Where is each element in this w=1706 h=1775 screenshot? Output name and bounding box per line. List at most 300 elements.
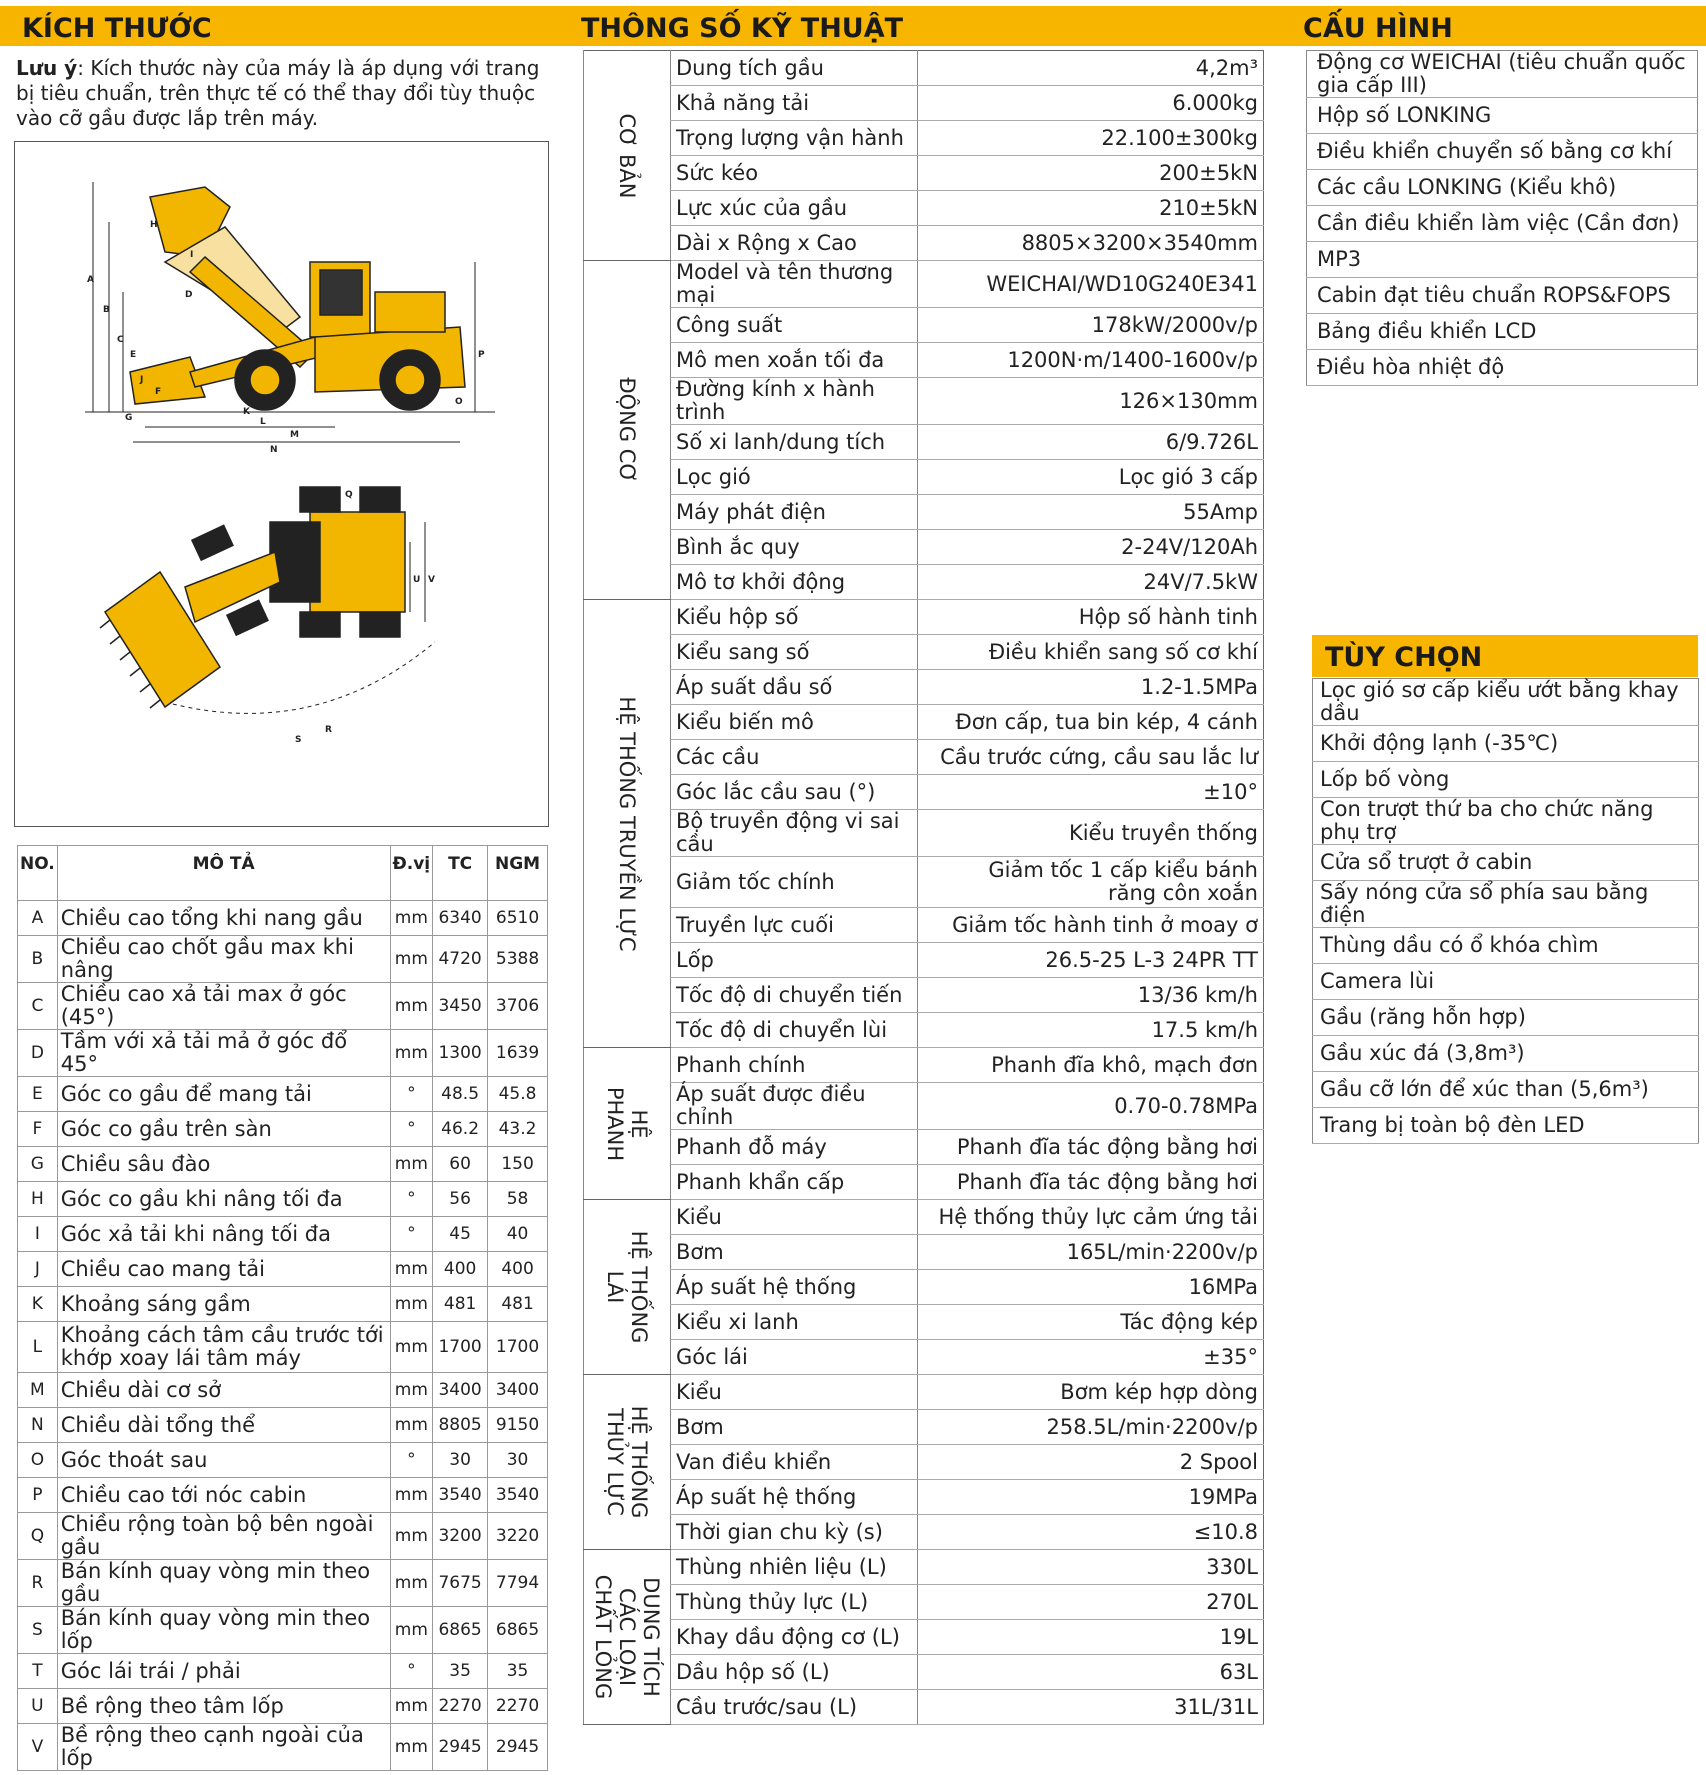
spec-value: Bơm kép hợp dòng bbox=[918, 1375, 1264, 1410]
spec-key: Phanh chính bbox=[671, 1048, 918, 1083]
spec-row bbox=[584, 530, 1264, 565]
option-item-row bbox=[1313, 726, 1699, 762]
drawing-label: L bbox=[260, 417, 266, 427]
spec-value: ±10° bbox=[918, 775, 1264, 810]
col-unit: Đ.vị bbox=[390, 846, 433, 901]
note-text: : Kích thước này của máy là áp dụng với trang bị tiêu chuẩn, trên thực tế có thể thay đổi tùy thuộc vào cỡ gầu được lắp trên máy. bbox=[16, 56, 540, 130]
spec-value: Điều khiển sang số cơ khí bbox=[918, 635, 1264, 670]
spec-key: Áp suất dầu số bbox=[671, 670, 918, 705]
spec-key: Kiểu sang số bbox=[671, 635, 918, 670]
dim-standard-value: 1700 bbox=[433, 1322, 488, 1373]
dim-code: N bbox=[18, 1408, 58, 1443]
spec-value: 210±5kN bbox=[918, 191, 1264, 226]
config-item-row bbox=[1307, 278, 1698, 314]
spec-row bbox=[584, 810, 1264, 857]
drawing-label: K bbox=[243, 407, 250, 417]
dim-unit: mm bbox=[390, 1147, 433, 1182]
spec-value: 8805×3200×3540mm bbox=[918, 226, 1264, 261]
drawing-label: V bbox=[428, 575, 435, 585]
spec-value: Phanh đĩa khô, mạch đơn bbox=[918, 1048, 1264, 1083]
spec-key: Áp suất hệ thống bbox=[671, 1480, 918, 1515]
spec-key: Tốc độ di chuyển tiến bbox=[671, 978, 918, 1013]
spec-value: 26.5-25 L-3 24PR TT bbox=[918, 943, 1264, 978]
dim-description: Chiều cao tới nóc cabin bbox=[57, 1478, 390, 1513]
option-item-row bbox=[1313, 1000, 1699, 1036]
drawing-label: P bbox=[478, 350, 485, 360]
spec-key: Công suất bbox=[671, 308, 918, 343]
dim-standard-value: 2270 bbox=[433, 1689, 488, 1724]
dim-description: Góc thoát sau bbox=[57, 1443, 390, 1478]
spec-row bbox=[584, 378, 1264, 425]
spec-body bbox=[584, 51, 1264, 1725]
dim-description: Góc lái trái / phải bbox=[57, 1654, 390, 1689]
spec-key: Bơm bbox=[671, 1235, 918, 1270]
dim-standard-value: 7675 bbox=[433, 1560, 488, 1607]
dim-code: F bbox=[18, 1112, 58, 1147]
spec-row bbox=[584, 51, 1264, 86]
dim-standard-value: 481 bbox=[433, 1287, 488, 1322]
spec-value: 165L/min·2200v/p bbox=[918, 1235, 1264, 1270]
config-item-row bbox=[1307, 242, 1698, 278]
dim-standard-value: 6340 bbox=[433, 901, 488, 936]
drawing-label: H bbox=[150, 220, 158, 230]
spec-group-label: HỆ PHANH bbox=[603, 1086, 651, 1161]
option-item-row bbox=[1313, 798, 1699, 845]
dim-description: Bán kính quay vòng min theo gầu bbox=[57, 1560, 390, 1607]
option-item: Thùng dầu có ổ khóa chìm bbox=[1313, 928, 1699, 964]
dim-code: I bbox=[18, 1217, 58, 1252]
spec-value: 17.5 km/h bbox=[918, 1013, 1264, 1048]
dim-row bbox=[18, 1607, 548, 1654]
spec-value: ≤10.8 bbox=[918, 1515, 1264, 1550]
spec-row bbox=[584, 261, 1264, 308]
option-item: Sấy nóng cửa sổ phía sau bằng điện bbox=[1313, 881, 1699, 928]
dim-row bbox=[18, 1560, 548, 1607]
spec-group-label: CƠ BẢN bbox=[615, 113, 639, 198]
dim-code: A bbox=[18, 901, 58, 936]
spec-value: 200±5kN bbox=[918, 156, 1264, 191]
dim-code: D bbox=[18, 1030, 58, 1077]
options-list bbox=[1312, 678, 1699, 1144]
option-item: Gầu xúc đá (3,8m³) bbox=[1313, 1036, 1699, 1072]
spec-row bbox=[584, 1340, 1264, 1375]
dim-code: R bbox=[18, 1560, 58, 1607]
dim-row bbox=[18, 1287, 548, 1322]
spec-row bbox=[584, 1410, 1264, 1445]
option-item: Lọc gió sơ cấp kiểu ướt bằng khay dầu bbox=[1313, 679, 1699, 726]
spec-row bbox=[584, 460, 1264, 495]
spec-row bbox=[584, 600, 1264, 635]
spec-value: 1200N·m/1400-1600v/p bbox=[918, 343, 1264, 378]
dim-row bbox=[18, 1373, 548, 1408]
dim-description: Góc co gầu khi nâng tối đa bbox=[57, 1182, 390, 1217]
dim-description: Khoảng sáng gầm bbox=[57, 1287, 390, 1322]
drawing-label: R bbox=[325, 725, 332, 735]
dim-unit: mm bbox=[390, 936, 433, 983]
spec-row bbox=[584, 1620, 1264, 1655]
dim-standard-value: 35 bbox=[433, 1654, 488, 1689]
dim-unit: ° bbox=[390, 1077, 433, 1112]
option-item: Con trượt thứ ba cho chức năng phụ trợ bbox=[1313, 798, 1699, 845]
spec-group-cell bbox=[584, 600, 671, 1048]
spec-row bbox=[584, 565, 1264, 600]
spec-row bbox=[584, 343, 1264, 378]
dim-row bbox=[18, 1478, 548, 1513]
dim-standard-value: 30 bbox=[433, 1443, 488, 1478]
spec-value: 16MPa bbox=[918, 1270, 1264, 1305]
spec-value: 2-24V/120Ah bbox=[918, 530, 1264, 565]
config-item: Điều khiển chuyển số bằng cơ khí bbox=[1307, 134, 1698, 170]
dim-ngm-value: 1700 bbox=[488, 1322, 548, 1373]
dim-row bbox=[18, 1252, 548, 1287]
dim-code: M bbox=[18, 1373, 58, 1408]
spec-key: Kiểu xi lanh bbox=[671, 1305, 918, 1340]
config-list bbox=[1306, 50, 1698, 386]
options-body bbox=[1313, 679, 1699, 1144]
spec-group-label: HỆ THỐNG TRUYỀN LỰC bbox=[615, 695, 639, 952]
spec-value: 126×130mm bbox=[918, 378, 1264, 425]
spec-row bbox=[584, 1235, 1264, 1270]
dim-description: Góc co gầu trên sàn bbox=[57, 1112, 390, 1147]
drawing-label: I bbox=[190, 250, 194, 260]
dim-unit: mm bbox=[390, 901, 433, 936]
spec-row bbox=[584, 1515, 1264, 1550]
spec-key: Cầu trước/sau (L) bbox=[671, 1690, 918, 1725]
dim-standard-value: 2945 bbox=[433, 1724, 488, 1771]
spec-value: ±35° bbox=[918, 1340, 1264, 1375]
spec-row bbox=[584, 1690, 1264, 1725]
specs-title: THÔNG SỐ KỸ THUẬT bbox=[581, 13, 904, 44]
spec-key: Phanh khẩn cấp bbox=[671, 1165, 918, 1200]
spec-group-cell bbox=[584, 1375, 671, 1550]
spec-key: Dung tích gầu bbox=[671, 51, 918, 86]
option-item: Gầu cỡ lớn để xúc than (5,6m³) bbox=[1313, 1072, 1699, 1108]
col-no: NO. bbox=[18, 846, 58, 901]
col-description: MÔ TẢ bbox=[57, 846, 390, 901]
spec-row bbox=[584, 1200, 1264, 1235]
spec-row bbox=[584, 425, 1264, 460]
spec-row bbox=[584, 1305, 1264, 1340]
dim-standard-value: 3400 bbox=[433, 1373, 488, 1408]
option-item: Trang bị toàn bộ đèn LED bbox=[1313, 1108, 1699, 1144]
spec-key: Kiểu bbox=[671, 1375, 918, 1410]
config-item: Hộp số LONKING bbox=[1307, 98, 1698, 134]
spec-row bbox=[584, 1013, 1264, 1048]
dim-description: Góc xả tải khi nâng tối đa bbox=[57, 1217, 390, 1252]
spec-key: Góc lái bbox=[671, 1340, 918, 1375]
dim-ngm-value: 3220 bbox=[488, 1513, 548, 1560]
dim-code: O bbox=[18, 1443, 58, 1478]
spec-row bbox=[584, 1480, 1264, 1515]
spec-value: 19MPa bbox=[918, 1480, 1264, 1515]
option-item-row bbox=[1313, 1108, 1699, 1144]
dim-standard-value: 60 bbox=[433, 1147, 488, 1182]
option-item: Camera lùi bbox=[1313, 964, 1699, 1000]
spec-row bbox=[584, 635, 1264, 670]
spec-value: 2 Spool bbox=[918, 1445, 1264, 1480]
spec-key: Tốc độ di chuyển lùi bbox=[671, 1013, 918, 1048]
dim-standard-value: 45 bbox=[433, 1217, 488, 1252]
drawing-label: C bbox=[117, 335, 124, 345]
spec-key: Máy phát điện bbox=[671, 495, 918, 530]
dim-ngm-value: 3706 bbox=[488, 983, 548, 1030]
dim-row bbox=[18, 983, 548, 1030]
spec-value: 4,2m³ bbox=[918, 51, 1264, 86]
config-item: Cabin đạt tiêu chuẩn ROPS&FOPS bbox=[1307, 278, 1698, 314]
config-title: CẤU HÌNH bbox=[1303, 13, 1453, 44]
dim-ngm-value: 58 bbox=[488, 1182, 548, 1217]
config-item-row bbox=[1307, 314, 1698, 350]
spec-value: Giảm tốc hành tinh ở moay ơ bbox=[918, 908, 1264, 943]
dim-standard-value: 6865 bbox=[433, 1607, 488, 1654]
dim-ngm-value: 6510 bbox=[488, 901, 548, 936]
dim-ngm-value: 2945 bbox=[488, 1724, 548, 1771]
dim-description: Chiều cao tổng khi nang gầu bbox=[57, 901, 390, 936]
spec-group-cell bbox=[584, 1200, 671, 1375]
dim-unit: ° bbox=[390, 1112, 433, 1147]
spec-table bbox=[583, 50, 1264, 1725]
dim-row bbox=[18, 1513, 548, 1560]
col-ngm: NGM bbox=[488, 846, 548, 901]
dim-code: U bbox=[18, 1689, 58, 1724]
dim-description: Bán kính quay vòng min theo lốp bbox=[57, 1607, 390, 1654]
spec-value: Phanh đĩa tác động bằng hơi bbox=[918, 1130, 1264, 1165]
spec-value: 6/9.726L bbox=[918, 425, 1264, 460]
dim-row bbox=[18, 1030, 548, 1077]
dim-description: Chiều sâu đào bbox=[57, 1147, 390, 1182]
option-item-row bbox=[1313, 881, 1699, 928]
spec-value: Kiểu truyền thống bbox=[918, 810, 1264, 857]
spec-key: Kiểu biến mô bbox=[671, 705, 918, 740]
spec-key: Góc lắc cầu sau (°) bbox=[671, 775, 918, 810]
dim-description: Chiều cao mang tải bbox=[57, 1252, 390, 1287]
option-item: Cửa sổ trượt ở cabin bbox=[1313, 845, 1699, 881]
drawing-label: J bbox=[140, 375, 144, 385]
dim-standard-value: 3200 bbox=[433, 1513, 488, 1560]
note bbox=[16, 56, 556, 131]
spec-row bbox=[584, 670, 1264, 705]
spec-row bbox=[584, 1130, 1264, 1165]
spec-key: Các cầu bbox=[671, 740, 918, 775]
spec-value: 178kW/2000v/p bbox=[918, 308, 1264, 343]
dim-code: J bbox=[18, 1252, 58, 1287]
spec-value: 31L/31L bbox=[918, 1690, 1264, 1725]
dim-ngm-value: 35 bbox=[488, 1654, 548, 1689]
drawing-label: N bbox=[270, 445, 278, 455]
dim-standard-value: 4720 bbox=[433, 936, 488, 983]
dim-row bbox=[18, 1724, 548, 1771]
option-item: Gầu (răng hỗn hợp) bbox=[1313, 1000, 1699, 1036]
dim-unit: mm bbox=[390, 1030, 433, 1077]
spec-value: 0.70-0.78MPa bbox=[918, 1083, 1264, 1130]
spec-key: Bình ắc quy bbox=[671, 530, 918, 565]
spec-row bbox=[584, 978, 1264, 1013]
spec-group-label: HỆ THỐNG THỦY LỰC bbox=[603, 1405, 651, 1519]
spec-key: Lọc gió bbox=[671, 460, 918, 495]
spec-row bbox=[584, 495, 1264, 530]
dim-unit: ° bbox=[390, 1182, 433, 1217]
spec-value: Tác động kép bbox=[918, 1305, 1264, 1340]
drawing-label: F bbox=[155, 387, 162, 397]
dim-description: Chiều cao xả tải max ở góc (45°) bbox=[57, 983, 390, 1030]
spec-row bbox=[584, 1445, 1264, 1480]
spec-key: Giảm tốc chính bbox=[671, 857, 918, 908]
note-label: Lưu ý bbox=[16, 56, 78, 80]
spec-value: 13/36 km/h bbox=[918, 978, 1264, 1013]
dim-ngm-value: 3540 bbox=[488, 1478, 548, 1513]
dim-code: G bbox=[18, 1147, 58, 1182]
dim-code: S bbox=[18, 1607, 58, 1654]
spec-value: Giảm tốc 1 cấp kiểu bánh răng côn xoắn bbox=[918, 857, 1264, 908]
col-standard: TC bbox=[433, 846, 488, 901]
dimensions-table bbox=[17, 845, 548, 1771]
spec-row bbox=[584, 308, 1264, 343]
dim-code: K bbox=[18, 1287, 58, 1322]
dim-unit: ° bbox=[390, 1654, 433, 1689]
dim-row bbox=[18, 1147, 548, 1182]
spec-key: Số xi lanh/dung tích bbox=[671, 425, 918, 460]
drawing-label: U bbox=[413, 575, 421, 585]
spec-key: Mô tơ khởi động bbox=[671, 565, 918, 600]
side-view-illustration bbox=[85, 182, 495, 442]
dim-unit: mm bbox=[390, 1287, 433, 1322]
spec-value: 270L bbox=[918, 1585, 1264, 1620]
spec-value: Đơn cấp, tua bin kép, 4 cánh bbox=[918, 705, 1264, 740]
spec-value: Cầu trước cứng, cầu sau lắc lư bbox=[918, 740, 1264, 775]
spec-group-cell bbox=[584, 1048, 671, 1200]
dimensions-title: KÍCH THƯỚC bbox=[22, 13, 212, 44]
dim-unit: ° bbox=[390, 1217, 433, 1252]
dim-ngm-value: 45.8 bbox=[488, 1077, 548, 1112]
dimensions-body bbox=[18, 901, 548, 1771]
dim-ngm-value: 400 bbox=[488, 1252, 548, 1287]
dim-row bbox=[18, 1689, 548, 1724]
spec-value: 24V/7.5kW bbox=[918, 565, 1264, 600]
spec-row bbox=[584, 908, 1264, 943]
dim-code: C bbox=[18, 983, 58, 1030]
dim-unit: mm bbox=[390, 1478, 433, 1513]
config-item: Cần điều khiển làm việc (Cần đơn) bbox=[1307, 206, 1698, 242]
spec-value: WEICHAI/WD10G240E341 bbox=[918, 261, 1264, 308]
config-item-row bbox=[1307, 51, 1698, 98]
option-item-row bbox=[1313, 762, 1699, 798]
spec-value: 22.100±300kg bbox=[918, 121, 1264, 156]
dim-unit: mm bbox=[390, 1252, 433, 1287]
dim-unit: mm bbox=[390, 1373, 433, 1408]
dim-description: Bề rộng theo tâm lốp bbox=[57, 1689, 390, 1724]
drawing-label: S bbox=[295, 735, 302, 745]
dim-unit: mm bbox=[390, 1322, 433, 1373]
dim-description: Tầm với xả tải mả ở góc đổ 45° bbox=[57, 1030, 390, 1077]
config-item-row bbox=[1307, 98, 1698, 134]
spec-group-cell bbox=[584, 1550, 671, 1725]
spec-key: Dầu hộp số (L) bbox=[671, 1655, 918, 1690]
dim-standard-value: 56 bbox=[433, 1182, 488, 1217]
dim-description: Chiều cao chốt gầu max khi nâng bbox=[57, 936, 390, 983]
spec-key: Model và tên thương mại bbox=[671, 261, 918, 308]
drawing-label: B bbox=[103, 305, 110, 315]
dim-ngm-value: 6865 bbox=[488, 1607, 548, 1654]
dim-standard-value: 1300 bbox=[433, 1030, 488, 1077]
config-item-row bbox=[1307, 134, 1698, 170]
dim-ngm-value: 43.2 bbox=[488, 1112, 548, 1147]
option-item-row bbox=[1313, 928, 1699, 964]
spec-key: Phanh đỗ máy bbox=[671, 1130, 918, 1165]
drawing-label: D bbox=[185, 290, 193, 300]
spec-key: Áp suất hệ thống bbox=[671, 1270, 918, 1305]
dim-ngm-value: 1639 bbox=[488, 1030, 548, 1077]
spec-row bbox=[584, 705, 1264, 740]
dim-description: Chiều rộng toàn bộ bên ngoài gầu bbox=[57, 1513, 390, 1560]
config-item: Điều hòa nhiệt độ bbox=[1307, 350, 1698, 386]
dim-code: H bbox=[18, 1182, 58, 1217]
spec-key: Lực xúc của gầu bbox=[671, 191, 918, 226]
dim-unit: mm bbox=[390, 1560, 433, 1607]
spec-row bbox=[584, 1083, 1264, 1130]
drawing-label: T bbox=[300, 615, 307, 625]
spec-group-cell bbox=[584, 261, 671, 600]
spec-value: 6.000kg bbox=[918, 86, 1264, 121]
dim-row bbox=[18, 1217, 548, 1252]
spec-key: Thời gian chu kỳ (s) bbox=[671, 1515, 918, 1550]
spec-row bbox=[584, 1375, 1264, 1410]
option-item-row bbox=[1313, 1036, 1699, 1072]
dim-code: V bbox=[18, 1724, 58, 1771]
spec-row bbox=[584, 740, 1264, 775]
spec-key: Khả năng tải bbox=[671, 86, 918, 121]
config-item: Bảng điều khiển LCD bbox=[1307, 314, 1698, 350]
drawing-label: Q bbox=[345, 490, 353, 500]
spec-value: Hệ thống thủy lực cảm ứng tải bbox=[918, 1200, 1264, 1235]
dim-row bbox=[18, 1443, 548, 1478]
dimensions-header-row bbox=[18, 846, 548, 901]
dim-code: E bbox=[18, 1077, 58, 1112]
config-item: Động cơ WEICHAI (tiêu chuẩn quốc gia cấp III) bbox=[1307, 51, 1698, 98]
spec-group-label: ĐỘNG CƠ bbox=[615, 377, 639, 483]
dim-standard-value: 46.2 bbox=[433, 1112, 488, 1147]
dim-ngm-value: 40 bbox=[488, 1217, 548, 1252]
dim-unit: ° bbox=[390, 1443, 433, 1478]
spec-row bbox=[584, 156, 1264, 191]
option-item-row bbox=[1313, 845, 1699, 881]
spec-value: Lọc gió 3 cấp bbox=[918, 460, 1264, 495]
dim-ngm-value: 5388 bbox=[488, 936, 548, 983]
drawing-label: M bbox=[290, 430, 299, 440]
dim-code: P bbox=[18, 1478, 58, 1513]
spec-row bbox=[584, 857, 1264, 908]
top-view-illustration bbox=[100, 487, 435, 713]
spec-row bbox=[584, 1585, 1264, 1620]
config-item-row bbox=[1307, 170, 1698, 206]
spec-row bbox=[584, 1550, 1264, 1585]
spec-key: Dài x Rộng x Cao bbox=[671, 226, 918, 261]
drawing-label: G bbox=[125, 413, 133, 423]
spec-key: Truyền lực cuối bbox=[671, 908, 918, 943]
spec-row bbox=[584, 86, 1264, 121]
spec-value: 330L bbox=[918, 1550, 1264, 1585]
spec-value: 258.5L/min·2200v/p bbox=[918, 1410, 1264, 1445]
dim-row bbox=[18, 901, 548, 936]
spec-group-label: DUNG TÍCH CÁC LOẠI CHẤT LỎNG bbox=[591, 1574, 663, 1700]
spec-key: Kiểu bbox=[671, 1200, 918, 1235]
dim-description: Khoảng cách tâm cầu trước tới khớp xoay lái tâm máy bbox=[57, 1322, 390, 1373]
dim-row bbox=[18, 1408, 548, 1443]
options-title: TÙY CHỌN bbox=[1325, 642, 1483, 673]
dim-ngm-value: 30 bbox=[488, 1443, 548, 1478]
spec-key: Kiểu hộp số bbox=[671, 600, 918, 635]
dim-ngm-value: 3400 bbox=[488, 1373, 548, 1408]
spec-row bbox=[584, 191, 1264, 226]
